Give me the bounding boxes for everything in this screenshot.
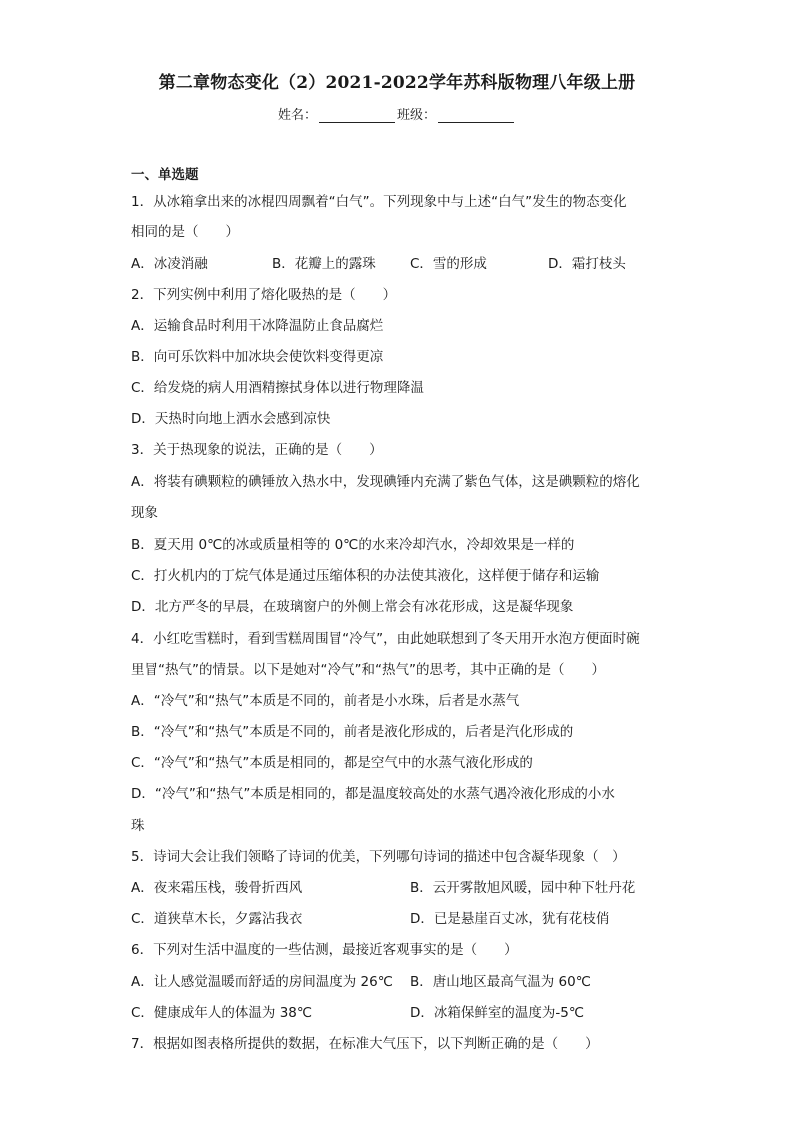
q2-option-b[interactable]: B．向可乐饮料中加冰块会使饮料变得更凉 xyxy=(131,349,384,365)
q5-option-c[interactable]: C．道狭草木长，夕露沾我衣 xyxy=(131,911,303,927)
q3-option-a[interactable]: A．将装有碘颗粒的碘锤放入热水中，发现碘锤内充满了紫色气体，这是碘颗粒的熔化 xyxy=(131,474,640,490)
question-3-stem: 3．关于热现象的说法，正确的是（ ） xyxy=(131,442,383,458)
question-1-stem-line-2: 相同的是（ ） xyxy=(131,224,239,240)
section-heading: 一、单选题 xyxy=(131,167,199,183)
q5-option-d[interactable]: D．已是悬崖百丈冰，犹有花枝俏 xyxy=(410,911,610,927)
question-4-stem-line-2: 里冒“热气”的情景。以下是她对“冷气”和“热气”的思考，其中正确的是（ ） xyxy=(131,662,605,678)
q2-option-a[interactable]: A．运输食品时利用干冰降温防止食品腐烂 xyxy=(131,318,384,334)
name-label: 姓名： xyxy=(277,108,317,123)
q5-option-b[interactable]: B．云开雾散旭风暖，园中种下牡丹花 xyxy=(410,880,636,896)
q2-option-d[interactable]: D．天热时向地上洒水会感到凉快 xyxy=(131,411,331,427)
page-title: 第二章物态变化（2）2021-2022学年苏科版物理八年级上册 xyxy=(158,73,636,93)
question-1-stem-line-1: 1．从冰箱拿出来的冰棍四周飘着“白气”。下列现象中与上述“白气”发生的物态变化 xyxy=(131,194,627,210)
q5-option-a[interactable]: A．夜来霜压栈，骏骨折西风 xyxy=(131,880,303,896)
q6-option-a[interactable]: A．让人感觉温暖而舒适的房间温度为 26℃ xyxy=(131,974,393,990)
q4-option-c[interactable]: C．“冷气”和“热气”本质是相同的，都是空气中的水蒸气液化形成的 xyxy=(131,755,533,771)
q4-option-b[interactable]: B．“冷气”和“热气”本质是不同的，前者是液化形成的，后者是汽化形成的 xyxy=(131,724,574,740)
q1-option-c[interactable]: C．雪的形成 xyxy=(410,256,487,272)
q1-option-a[interactable]: A．冰凌消融 xyxy=(131,256,208,272)
class-blank[interactable] xyxy=(438,110,514,123)
q6-option-d[interactable]: D．冰箱保鲜室的温度为-5℃ xyxy=(410,1005,585,1021)
class-label: 班级： xyxy=(397,108,437,123)
q2-option-c[interactable]: C．给发烧的病人用酒精擦拭身体以进行物理降温 xyxy=(131,380,424,396)
q6-option-c[interactable]: C．健康成年人的体温为 38℃ xyxy=(131,1005,313,1021)
question-4-stem-line-1: 4．小红吃雪糕时，看到雪糕周围冒“冷气”，由此她联想到了冬天用开水泡方便面时碗 xyxy=(131,631,640,647)
q6-option-b[interactable]: B．唐山地区最高气温为 60℃ xyxy=(410,974,591,990)
q3-option-a-continued: 现象 xyxy=(131,505,158,521)
question-5-stem: 5．诗词大会让我们领略了诗词的优美，下列哪句诗词的描述中包含凝华现象（ ） xyxy=(131,849,626,865)
q4-option-a[interactable]: A．“冷气”和“热气”本质是不同的，前者是小水珠，后者是水蒸气 xyxy=(131,693,520,709)
q1-option-b[interactable]: B．花瓣上的露珠 xyxy=(272,256,376,272)
student-info xyxy=(0,104,794,123)
q4-option-d[interactable]: D．“冷气”和“热气”本质是相同的，都是温度较高处的水蒸气遇冷液化形成的小水 xyxy=(131,786,615,802)
question-7-stem: 7．根据如图表格所提供的数据，在标准大气压下，以下判断正确的是（ ） xyxy=(131,1036,599,1052)
question-2-stem: 2．下列实例中利用了熔化吸热的是（ ） xyxy=(131,287,397,303)
q4-option-d-continued: 珠 xyxy=(131,818,145,834)
q3-option-d[interactable]: D．北方严冬的早晨，在玻璃窗户的外侧上常会有冰花形成，这是凝华现象 xyxy=(131,599,574,615)
question-6-stem: 6．下列对生活中温度的一些估测，最接近客观事实的是（ ） xyxy=(131,942,518,958)
q1-option-d[interactable]: D．霜打枝头 xyxy=(548,256,626,272)
name-blank[interactable] xyxy=(319,110,395,123)
q3-option-b[interactable]: B．夏天用 0℃的冰或质量相等的 0℃的水来冷却汽水，冷却效果是一样的 xyxy=(131,537,575,553)
q3-option-c[interactable]: C．打火机内的丁烷气体是通过压缩体积的办法使其液化，这样便于储存和运输 xyxy=(131,568,600,584)
